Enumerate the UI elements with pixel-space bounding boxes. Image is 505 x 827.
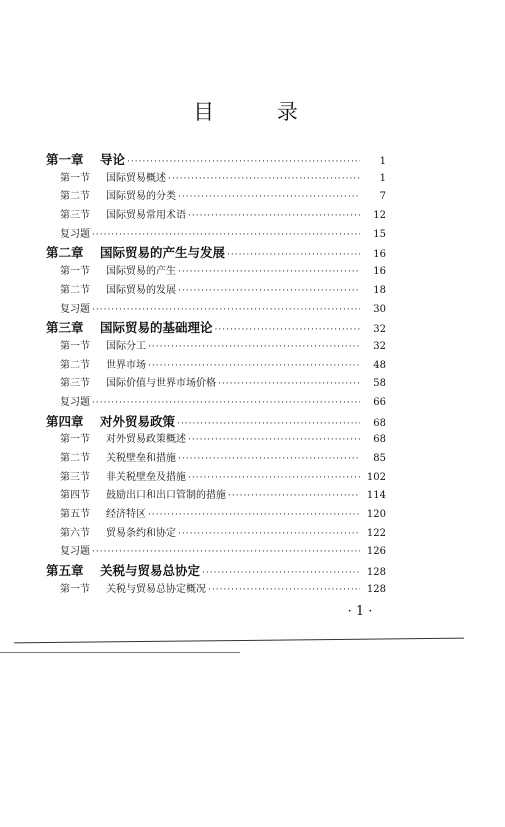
toc-leader-dots — [202, 568, 360, 578]
toc-entry-label — [46, 318, 213, 336]
toc-entry-page: 1 — [379, 172, 386, 184]
toc-entry-page: 30 — [373, 303, 386, 315]
toc-entry-number: 第一节 — [60, 340, 90, 352]
toc-leader-dots — [208, 585, 360, 595]
toc-entry-title: 鼓励出口和出口管制的措施 — [106, 490, 226, 502]
toc-leader-dots — [178, 286, 360, 296]
toc-section-row[interactable] — [46, 281, 386, 300]
toc-entry-title: 国际贸易的产生与发展 — [100, 245, 226, 261]
toc-entry-label — [60, 356, 146, 371]
toc-entry-number: 第四章 — [46, 413, 84, 429]
toc-entry-label — [60, 430, 186, 445]
toc-section-row[interactable] — [46, 486, 386, 505]
toc-entry-label — [46, 150, 125, 168]
toc-entry-label — [60, 225, 90, 240]
toc-section-row[interactable] — [46, 337, 386, 356]
toc-entry-page: 32 — [373, 340, 386, 352]
toc-leader-dots — [227, 250, 360, 260]
toc-entry-label — [46, 412, 175, 430]
toc-section-row[interactable] — [46, 468, 386, 487]
toc-review-row[interactable] — [46, 225, 386, 244]
toc-entry-label — [60, 187, 176, 202]
toc-entry-title: 关税与贸易总协定概况 — [106, 583, 206, 595]
toc-entry-title: 世界市场 — [106, 359, 146, 371]
toc-entry-page: 128 — [366, 567, 386, 579]
toc-section-row[interactable] — [46, 169, 386, 188]
toc-entry-label — [46, 561, 200, 579]
toc-entry-label — [60, 300, 90, 315]
toc-entry-label — [60, 486, 226, 501]
page-number: · 1 · — [347, 604, 373, 619]
toc-entry-number: 第一节 — [60, 434, 90, 446]
toc-leader-dots — [92, 547, 360, 557]
toc-entry-page: 126 — [366, 546, 386, 558]
toc-entry-number: 第二节 — [60, 453, 90, 464]
toc-entry-label — [60, 524, 176, 539]
toc-review-row[interactable] — [46, 393, 386, 412]
toc-entry-label — [60, 337, 146, 352]
toc-entry-title: 复习题 — [60, 228, 90, 240]
toc-section-row[interactable] — [46, 187, 386, 206]
toc-entry-number: 第二章 — [46, 245, 84, 261]
page-title: 目 录 — [193, 100, 326, 124]
toc-leader-dots — [148, 361, 360, 371]
toc-entry-page: 7 — [379, 191, 386, 203]
toc-entry-number: 第二节 — [60, 191, 90, 203]
toc-entry-title: 国际价值与世界市场价格 — [106, 378, 216, 390]
toc-entry-number: 第二节 — [60, 359, 90, 371]
toc-leader-dots — [178, 529, 360, 539]
toc-entry-number: 第三节 — [60, 378, 90, 390]
toc-entry-title: 复习题 — [60, 546, 90, 558]
toc-leader-dots — [178, 267, 360, 277]
page-edge-line-secondary — [0, 652, 240, 653]
toc-entry-page: 18 — [373, 284, 386, 296]
toc-entry-number: 第五节 — [60, 509, 90, 521]
toc-entry-number: 第五章 — [46, 563, 84, 579]
toc-entry-page: 85 — [373, 453, 386, 464]
toc-entry-title: 国际贸易的产生 — [106, 266, 176, 278]
toc-chapter-row[interactable] — [46, 243, 386, 262]
toc-leader-dots — [127, 157, 360, 167]
toc-section-row[interactable] — [46, 449, 386, 468]
toc-entry-number: 第六节 — [60, 527, 90, 539]
table-of-contents — [46, 150, 386, 599]
toc-section-row[interactable] — [46, 356, 386, 375]
toc-entry-title: 复习题 — [60, 303, 90, 315]
toc-leader-dots — [168, 174, 360, 184]
toc-section-row[interactable] — [46, 430, 386, 449]
toc-entry-title: 导论 — [100, 152, 126, 167]
toc-entry-number: 第一节 — [60, 583, 90, 595]
toc-entry-number: 第三节 — [60, 210, 90, 222]
toc-section-row[interactable] — [46, 206, 386, 225]
toc-entry-title: 贸易条约和协定 — [106, 527, 176, 539]
toc-entry-number: 第二节 — [60, 284, 90, 296]
toc-entry-title: 国际贸易的发展 — [106, 284, 176, 296]
toc-entry-label — [60, 206, 186, 221]
toc-leader-dots — [178, 454, 360, 464]
toc-entry-title: 对外贸易政策 — [100, 413, 176, 429]
toc-leader-dots — [228, 491, 360, 501]
toc-entry-label — [60, 393, 90, 408]
toc-entry-label — [60, 468, 186, 483]
toc-entry-title: 国际贸易的基础理论 — [100, 320, 213, 336]
toc-leader-dots — [92, 305, 360, 315]
toc-review-row[interactable] — [46, 300, 386, 319]
toc-entry-title: 国际分工 — [106, 340, 146, 352]
toc-entry-page: 16 — [373, 266, 386, 278]
toc-entry-title: 复习题 — [60, 396, 90, 408]
toc-leader-dots — [188, 473, 360, 483]
toc-entry-page: 102 — [366, 471, 386, 483]
toc-leader-dots — [92, 398, 360, 408]
toc-entry-label — [60, 580, 206, 595]
toc-chapter-row[interactable] — [46, 150, 386, 169]
page-edge-line — [14, 638, 464, 644]
toc-entry-title: 对外贸易政策概述 — [106, 434, 186, 446]
toc-entry-page: 128 — [366, 583, 386, 595]
toc-entry-label — [60, 281, 176, 296]
toc-entry-page: 58 — [373, 378, 386, 390]
toc-section-row[interactable] — [46, 262, 386, 281]
toc-entry-title: 国际贸易概述 — [106, 172, 166, 184]
toc-entry-label — [60, 542, 90, 557]
toc-section-row[interactable] — [46, 580, 386, 599]
toc-entry-page: 68 — [373, 417, 386, 429]
toc-leader-dots — [178, 192, 360, 202]
toc-entry-title: 非关税壁垒及措施 — [106, 471, 186, 483]
toc-entry-page: 12 — [373, 210, 386, 222]
toc-entry-title: 关税壁垒和措施 — [106, 453, 176, 464]
toc-entry-page: 15 — [373, 228, 386, 240]
toc-entry-page: 16 — [373, 249, 386, 261]
toc-entry-number: 第一章 — [46, 152, 84, 167]
toc-entry-label — [60, 262, 176, 277]
toc-entry-page: 114 — [366, 490, 386, 502]
toc-leader-dots — [92, 230, 360, 240]
toc-chapter-row[interactable] — [46, 412, 386, 431]
toc-leader-dots — [188, 211, 360, 221]
toc-entry-page: 120 — [366, 509, 386, 521]
toc-entry-number: 第一节 — [60, 266, 90, 278]
toc-entry-title: 经济特区 — [106, 509, 146, 521]
toc-entry-label — [60, 169, 166, 184]
toc-entry-number: 第三章 — [46, 320, 84, 336]
toc-entry-title: 关税与贸易总协定 — [100, 563, 201, 579]
toc-leader-dots — [215, 325, 360, 335]
toc-entry-page: 68 — [373, 434, 386, 446]
toc-review-row[interactable] — [46, 542, 386, 561]
toc-chapter-row[interactable] — [46, 561, 386, 580]
toc-section-row[interactable] — [46, 524, 386, 543]
toc-leader-dots — [218, 379, 360, 389]
toc-entry-number: 第四节 — [60, 490, 90, 502]
toc-entry-number: 第一节 — [60, 172, 90, 184]
toc-entry-page: 32 — [373, 324, 386, 336]
toc-entry-label — [46, 243, 225, 261]
toc-entry-label — [60, 449, 176, 464]
toc-leader-dots — [148, 510, 360, 520]
toc-entry-page: 66 — [373, 396, 386, 408]
toc-entry-title: 国际贸易常用术语 — [106, 210, 186, 222]
toc-leader-dots — [188, 435, 360, 445]
toc-section-row[interactable] — [46, 505, 386, 524]
toc-entry-number: 第三节 — [60, 471, 90, 483]
toc-entry-page: 48 — [373, 359, 386, 371]
toc-section-row[interactable] — [46, 374, 386, 393]
toc-leader-dots — [148, 342, 360, 352]
toc-entry-title: 国际贸易的分类 — [106, 191, 176, 203]
toc-entry-label — [60, 374, 216, 389]
toc-chapter-row[interactable] — [46, 318, 386, 337]
toc-entry-page: 1 — [379, 156, 386, 167]
toc-entry-page: 122 — [366, 527, 386, 539]
toc-entry-label — [60, 505, 146, 520]
toc-leader-dots — [177, 419, 360, 429]
